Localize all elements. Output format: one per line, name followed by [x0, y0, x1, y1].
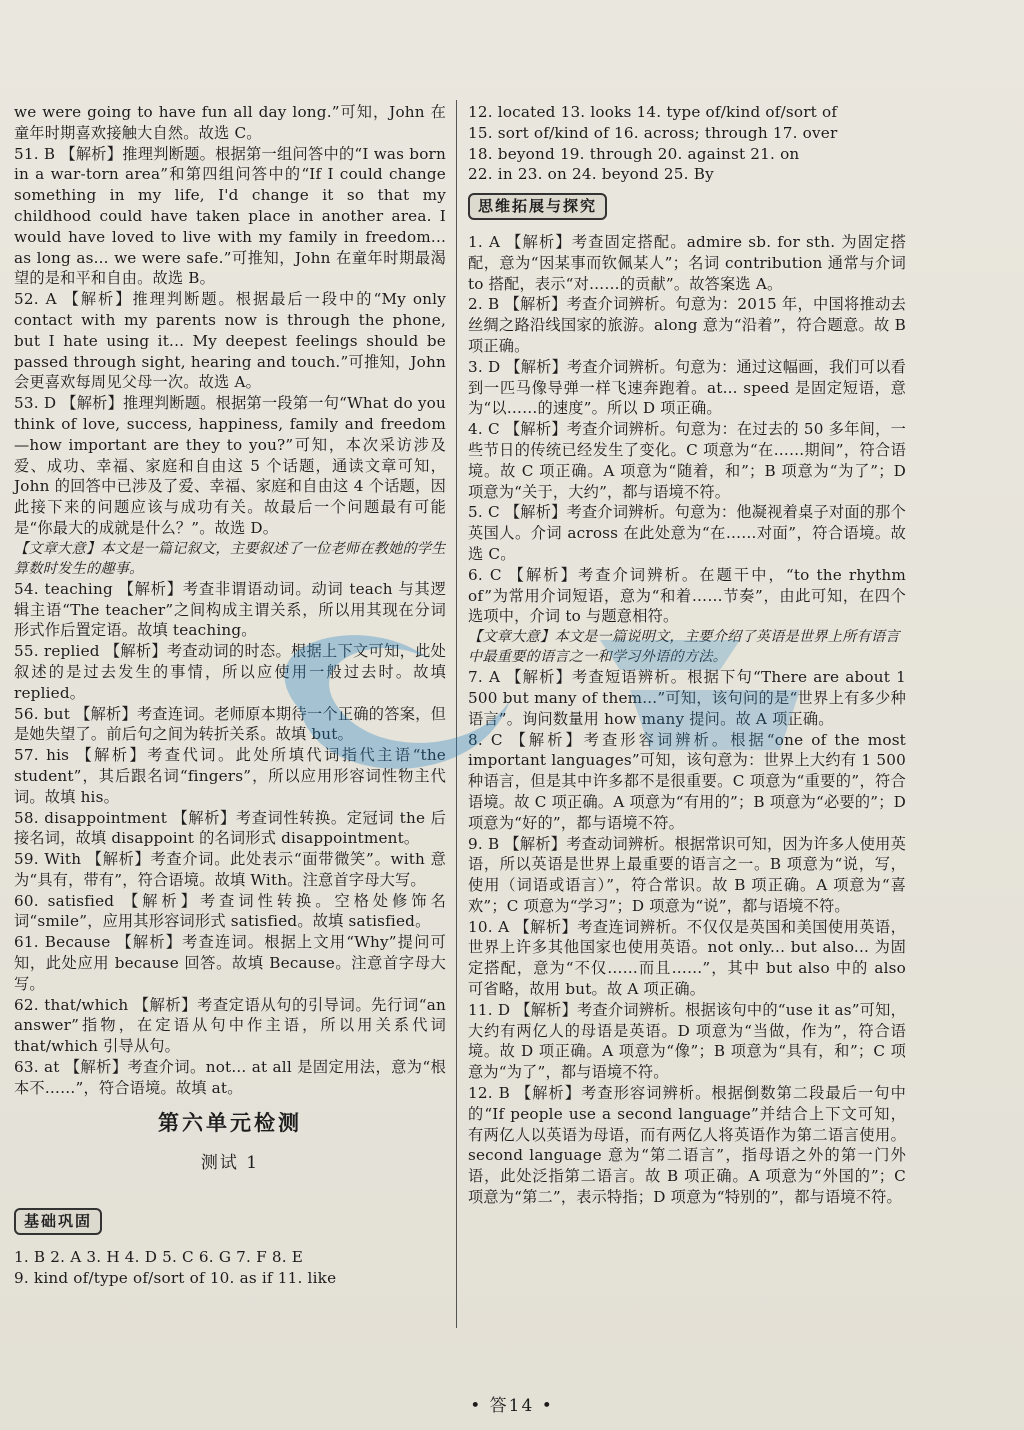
section-title: 第六单元检测 — [158, 1109, 302, 1135]
answer-entry: 9. B 【解析】考查动词辨析。根据常识可知，因为许多人使用英语，所以英语是世界上最重要的语言之一。B 项意为“说，写，使用（词语或语言）”，符合常识。故 B 项正确。A 项意为“喜欢”；C 项意为“学习”；D 项意为“说”，都与语境不符。 — [468, 834, 906, 915]
answer-entry: 53. D 【解析】推理判断题。根据第一段第一句“What do you think of love, success, happiness, family and freedom—how important are they to you?”可知，本次采访涉及爱、成功、幸福、家庭和自由这 5 个话题，通读文章可知，John 的回答中已涉及了爱、幸福、家庭和自由这 4 个话题，因此接下来的问题应该与成功有关。故最后一个问题最有可能是“你最大的成就是什么？”。故选 D。 — [14, 394, 446, 537]
answer-entry: 54. teaching 【解析】考查非谓语动词。动词 teach 与其逻辑主语“The teacher”之间构成主谓关系，所以用其现在分词形式作后置定语。故填 teaching。 — [14, 579, 446, 640]
answer-entry: 10. A 【解析】考查连词辨析。不仅仅是英国和美国使用英语，世界上许多其他国家也使用英语。not only... but also... 为固定搭配，意为“不仅……而且……”，其中 but also 中的 also 可省略，故用 but。故 A 项正确。 — [468, 917, 906, 999]
answer-entry: 60. satisfied 【解析】考查词性转换。空格处修饰名词“smile”，应用其形容词形式 satisfied。故填 satisfied。 — [14, 891, 446, 931]
article-summary: 【文章大意】本文是一篇记叙文，主要叙述了一位老师在教她的学生算数时发生的趣事。 — [14, 540, 446, 577]
answer-entry: 12. B 【解析】考查形容词辨析。根据倒数第二段最后一句中的“If people use a second language”并结合上下文可知，有两亿人以英语为母语，而有两亿人将英语作为第二语言使用。second language 意为“第二语言”，指母语之外的第一门外语，此处泛指第二语言。故 B 项正确。A 项意为“外国的”；C 项意为“第二”，表示特指；D 项意为“特别的”，都与语境不符。 — [468, 1084, 906, 1207]
answer-line: 22. in 23. on 24. beyond 25. By — [468, 165, 714, 184]
basic-answers-line: 1. B 2. A 3. H 4. D 5. C 6. G 7. F 8. E — [14, 1248, 304, 1267]
answer-entry: 6. C 【解析】考查介词辨析。在题干中，“to the rhythm of”为常用介词短语，意为“和着……节奏”，由此可知，在四个选项中，介词 to 与题意相符。 — [468, 565, 906, 626]
answer-entry: 5. C 【解析】考查介词辨析。句意为：他凝视着桌子对面的那个英国人。介词 across 在此处意为“在……对面”，符合语境。故选 C。 — [468, 503, 906, 563]
answer-entry: 61. Because 【解析】考查连词。根据上文用“Why”提问可知，此处应用 because 回答。故填 Because。注意首字母大写。 — [14, 933, 446, 993]
answer-entry: 59. With 【解析】考查介词。此处表示“面带微笑”。with 意为“具有，带有”，符合语境。故填 With。注意首字母大写。 — [14, 850, 446, 889]
answer-entry: 63. at 【解析】考查介词。not... at all 是固定用法，意为“根本不……”，符合语境。故填 at。 — [14, 1058, 446, 1097]
answer-entry: 2. B 【解析】考查介词辨析。句意为：2015 年，中国将推动去丝绸之路沿线国家的旅游。along 意为“沿着”，符合题意。故 B 项正确。 — [468, 295, 906, 355]
answer-entry: 62. that/which 【解析】考查定语从句的引导词。先行词“an answer”指物，在定语从句中作主语，所以用关系代词 that/which 引导从句。 — [14, 995, 446, 1056]
left-column — [14, 102, 446, 1289]
page-number: • 答14 • — [470, 1396, 554, 1416]
answer-entry: 52. A 【解析】推理判断题。根据最后一段中的“My only contact with my parents now is through the phone, but I hate using it... My deepest feelings should be passed through sight, hearing and touch.”可推知，John 会更喜欢每周见父母一次。故选 A。 — [14, 290, 446, 392]
answer-entry: 11. D 【解析】考查介词辨析。根据该句中的“use it as”可知，大约有两亿人的母语是英语。D 项意为“当做，作为”，符合语境。故 D 项正确。A 项意为“像”；B 项意为“具有，和”；C 项意为“为了”，都与语境不符。 — [468, 1000, 906, 1082]
thinking-extension-label: 思维拓展与探究 — [468, 193, 607, 220]
answer-entry: 58. disappointment 【解析】考查词性转换。定冠词 the 后接名词，故填 disappoint 的名词形式 disappointment。 — [14, 808, 446, 848]
answer-line: 12. located 13. looks 14. type of/kind of/sort of — [468, 103, 838, 121]
answer-entry: 55. replied 【解析】考查动词的时态。根据上下文可知，此处叙述的是过去发生的事情，所以应使用一般过去时。故填 replied。 — [14, 642, 446, 702]
answer-entry: 8. C 【解析】考查形容词辨析。根据“one of the most important languages”可知，该句意为：世界上大约有 1 500 种语言，但是其中许多都不是很重要。C 项意为“重要的”，符合语境。故 C 项正确。A 项意为“有用的”；B 项意为“必要的”；D 项意为“好的”，都与语境不符。 — [468, 730, 906, 832]
basic-consolidation-label: 基础巩固 — [14, 1208, 102, 1235]
answer-entry: 1. A 【解析】考查固定搭配。admire sb. for sth. 为固定搭配，意为“因某事而钦佩某人”；名词 contribution 通常与介词 to 搭配，表示“对……的贡献”。故答案选 A。 — [468, 232, 906, 293]
answer-entry: 4. C 【解析】考查介词辨析。句意为：在过去的 50 多年间，一些节日的传统已经发生了变化。C 项意为“在……期间”，符合语境。故 C 项正确。A 项意为“随着，和”；B 项意为“为了”；D 项意为“关于，大约”，都与语境不符。 — [468, 420, 906, 501]
answer-entry: 3. D 【解析】考查介词辨析。句意为：通过这幅画，我们可以看到一匹马像导弹一样飞速奔跑着。at... speed 是固定短语，意为“以……的速度”。所以 D 项正确。 — [468, 357, 906, 418]
section-subtitle: 测试 1 — [200, 1153, 260, 1174]
right-column — [468, 102, 906, 1208]
answer-line: 15. sort of/kind of 16. across; through 17. over — [468, 123, 838, 142]
answer-entry: 51. B 【解析】推理判断题。根据第一组问答中的“I was born in a war-torn area”和第四组问答中的“If I could change something in my life, I'd change it so that my childhood could have taken place in another area. I would have loved to live with my family in freedom... as long as... we were safe.”可推知，John 在童年时期最渴望的是和平和自由。故选 B。 — [14, 144, 446, 288]
basic-answers-line: 9. kind of/type of/sort of 10. as if 11. like — [14, 1268, 337, 1287]
answer-entry: 7. A 【解析】考查短语辨析。根据下句“There are about 1 500 but many of them...”可知，该句问的是“世界上有多少种语言”。询问数量用 how many 提问。故 A 项正确。 — [468, 668, 906, 728]
column-divider — [456, 100, 457, 1328]
article-summary: 【文章大意】本文是一篇说明文，主要介绍了英语是世界上所有语言中最重要的语言之一和学习外语的方法。 — [468, 629, 900, 666]
answer-entry: 56. but 【解析】考查连词。老师原本期待一个正确的答案，但是她失望了。前后句之间为转折关系。故填 but。 — [14, 704, 446, 744]
answer-line: 18. beyond 19. through 20. against 21. on — [468, 144, 800, 163]
answer-entry: we were going to have fun all day long.”可知，John 在童年时期喜欢接触大自然。故选 C。 — [14, 103, 446, 142]
answer-entry: 57. his 【解析】考查代词。此处所填代词指代主语“the student”，其后跟名词“fingers”，所以应用形容词性物主代词。故填 his。 — [14, 746, 446, 806]
